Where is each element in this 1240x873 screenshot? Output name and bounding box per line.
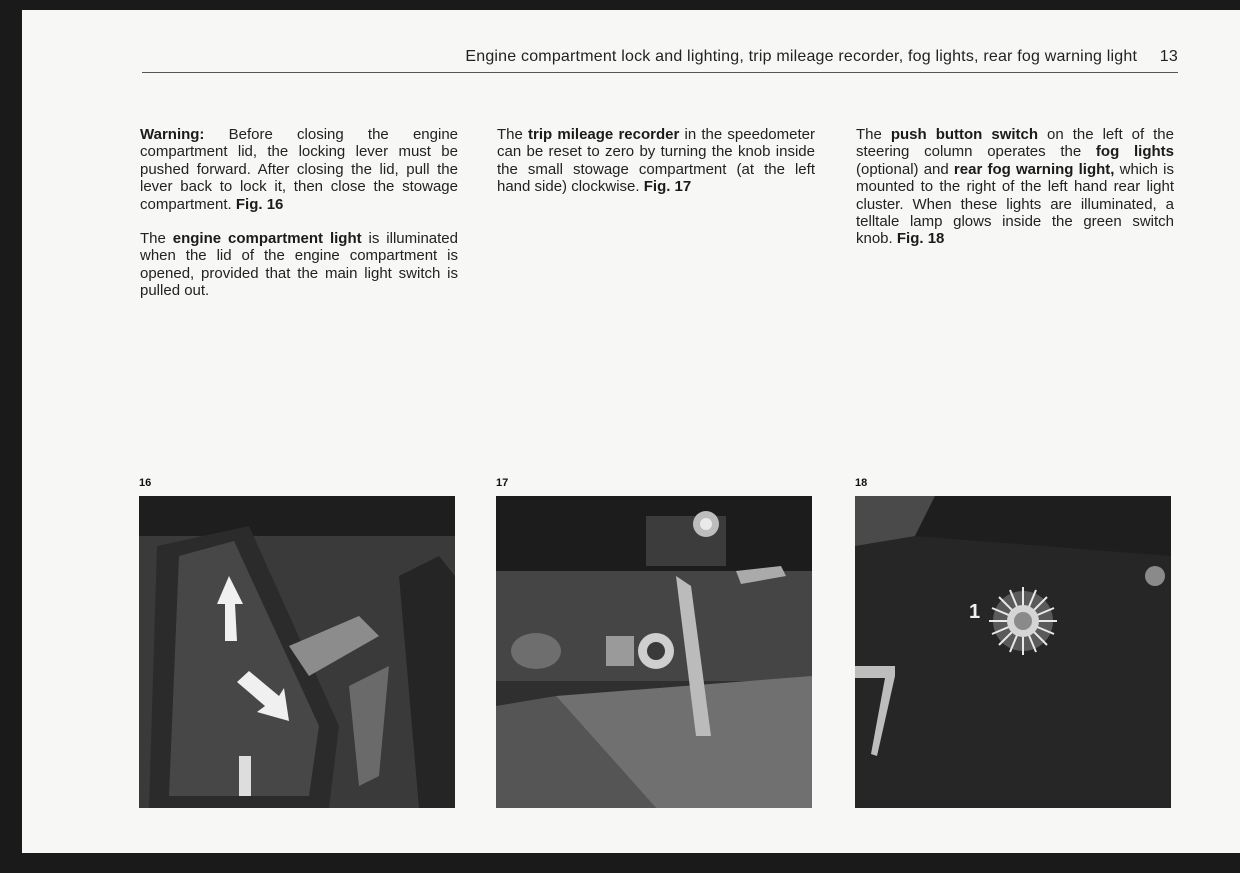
engine-lock-lever-image (139, 496, 455, 808)
fog-light-switch-image (855, 496, 1171, 808)
trip-recorder-paragraph (497, 126, 815, 196)
fig-ref-17: Fig. 17 (643, 178, 692, 196)
warning-paragraph (140, 126, 458, 213)
text-column-1 (140, 126, 458, 317)
page-header (142, 48, 1178, 66)
figure-16-photo (139, 496, 455, 808)
fog-pre: The (856, 126, 891, 143)
figure-label-18: 18 (855, 477, 868, 489)
header-title: Engine compartment lock and lighting, trip mileage recorder, fog lights, rear fog warning light (465, 48, 1138, 65)
trip-pre: The (497, 126, 529, 143)
trip-term: trip mileage recorder (528, 126, 680, 143)
figure-label-16: 16 (139, 477, 152, 489)
figure-18-photo (855, 496, 1171, 808)
trip-recorder-knob-image (496, 496, 812, 808)
trip-text: in the speedometer can be reset to zero by turning the knob inside the small stowage compartment (at the left hand side) clockwise. (497, 126, 815, 196)
fog-text-2: (optional) and (856, 160, 954, 178)
fig-ref-18: Fig. 18 (896, 230, 945, 248)
rear-fog-term: rear fog warning light, (953, 160, 1115, 178)
engine-light-paragraph (140, 230, 458, 300)
fog-text-3: which is mounted to the right of the left hand rear light cluster. When these lights are illuminated, a telltale lamp glows inside the green switch knob. (856, 160, 1174, 248)
fog-lights-term: fog lights (1095, 143, 1174, 161)
manual-page (22, 10, 1240, 853)
warning-label: Warning: (140, 126, 205, 143)
engine-light-term: engine compartment light (172, 230, 362, 248)
page-number: 13 (1159, 48, 1178, 65)
warning-text: Before closing the engine compartment lid, the locking lever must be pushed forward. After closing the lid, pull the lever back to lock it, then close the stowage compartment. (140, 126, 458, 213)
text-column-3 (856, 126, 1174, 265)
push-button-term: push button switch (890, 126, 1039, 143)
callout-number: 1 (969, 601, 981, 623)
engine-light-pre: The (140, 230, 173, 248)
header-rule (142, 72, 1178, 73)
fog-switch-paragraph (856, 126, 1174, 248)
text-column-2 (497, 126, 815, 213)
figure-label-17: 17 (496, 477, 509, 489)
figure-17-photo (496, 496, 812, 808)
engine-light-text: is illuminated when the lid of the engine compartment is opened, provided that the main light switch is pulled out. (140, 230, 458, 300)
fig-ref-16: Fig. 16 (235, 195, 284, 213)
fog-switch-icon (989, 587, 1057, 655)
fog-text-1: on the left of the steering column operates the (856, 126, 1174, 161)
